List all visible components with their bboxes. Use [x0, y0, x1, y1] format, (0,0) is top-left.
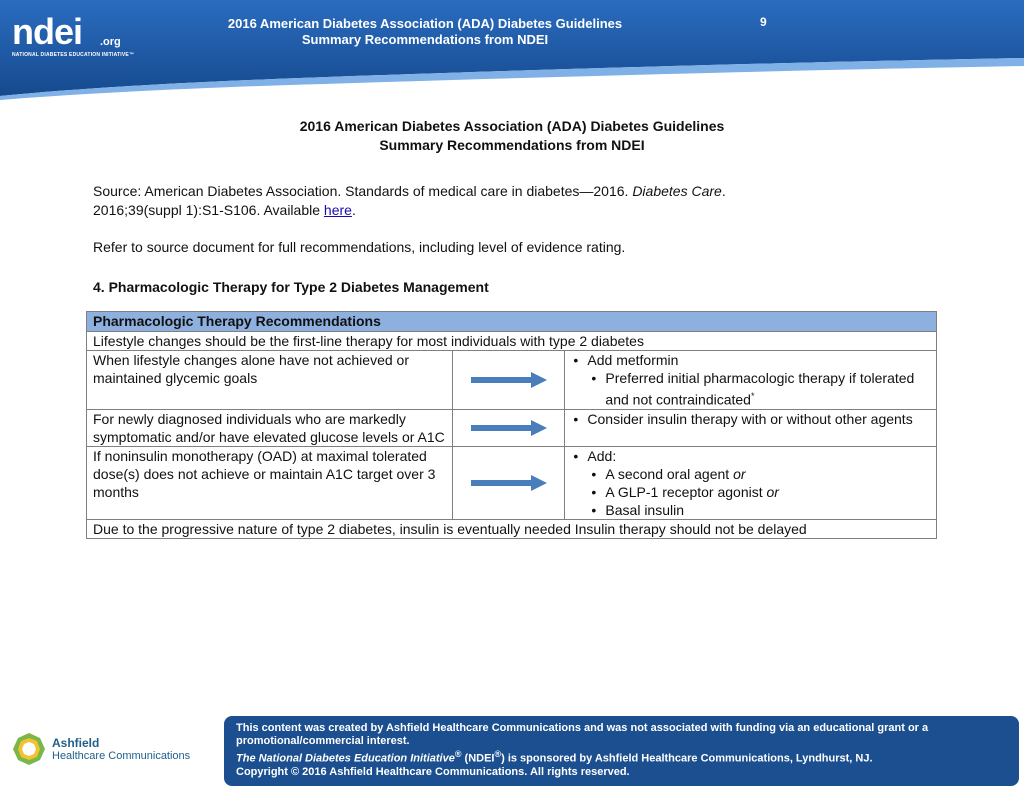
source-link-suffix: . [351, 202, 356, 218]
right-arrow-icon [471, 372, 547, 388]
or-text: or [766, 483, 779, 500]
registered-mark: ® [494, 749, 502, 759]
table-row [87, 332, 937, 351]
refer-note: Refer to source document for full recommendations, including level of evidence rating. [93, 239, 626, 255]
table-row [87, 351, 937, 410]
document-title [200, 117, 824, 155]
intro-row-text: Lifestyle changes should be the first-line therapy for most individuals with type 2 diabetes [87, 332, 937, 351]
ashfield-name: Ashfield [52, 736, 100, 750]
action-cell [565, 351, 937, 410]
action-bullet: • Consider insulin therapy with or without other agents [571, 410, 930, 428]
logo-text: ndei [12, 11, 83, 52]
or-text: or [733, 465, 746, 482]
condition-cell: If noninsulin monotherapy (OAD) at maximal tolerated dose(s) does not achieve or maintain A1C target over 3 months [87, 446, 453, 519]
source-citation [93, 182, 833, 220]
action-bullet: • Add metformin [571, 351, 930, 369]
source-prefix: Source: American Diabetes Association. Standards of medical care in diabetes—2016. [93, 183, 633, 199]
action-sub-bullet [589, 501, 930, 519]
action-sub-bullet [589, 369, 930, 409]
footnote-mark: * [750, 391, 755, 401]
recommendations-table [86, 311, 937, 539]
page-number: 9 [760, 15, 767, 29]
footer-copyright: Copyright © 2016 Ashfield Healthcare Communications. All rights reserved. [236, 765, 630, 778]
page-header [0, 0, 1024, 100]
table-row [87, 519, 937, 538]
header-title-line1: 2016 American Diabetes Association (ADA) Diabetes Guidelines [227, 16, 623, 31]
ashfield-logo [12, 730, 192, 770]
table-header: Pharmacologic Therapy Recommendations [87, 312, 937, 332]
document-title-line2: Summary Recommendations from NDEI [379, 137, 645, 153]
footer-line2-mid: (NDEI [461, 752, 495, 765]
action-sub-bullet [589, 483, 930, 501]
table-row [87, 446, 937, 519]
logo-suffix: .org [100, 36, 121, 48]
footer-line2-rest: ) is sponsored by Ashfield Healthcare Communications, Lyndhurst, NJ. [501, 752, 873, 765]
right-arrow-icon [471, 475, 547, 491]
source-line2: 2016;39(suppl 1):S1-S106. Available [93, 202, 324, 218]
ndei-logo [12, 8, 142, 58]
header-band [0, 0, 1024, 100]
arrow-cell [453, 446, 565, 519]
action-sub-bullet [589, 465, 930, 483]
footer-initiative: The National Diabetes Education Initiative [236, 752, 455, 765]
ashfield-logo-icon [12, 732, 46, 766]
condition-cell: For newly diagnosed individuals who are markedly symptomatic and/or have elevated glucose levels or A1C [87, 409, 453, 446]
footer-line2 [236, 748, 1009, 766]
table-row [87, 409, 937, 446]
arrow-cell [453, 409, 565, 446]
action-sub-text: Basal insulin [605, 501, 685, 518]
condition-cell: When lifestyle changes alone have not achieved or maintained glycemic goals [87, 351, 453, 410]
source-link[interactable]: here [323, 202, 352, 218]
action-sub-text: A second oral agent [605, 465, 734, 482]
action-sub-text: Preferred initial pharmacologic therapy if tolerated and not contraindicated [605, 370, 915, 408]
ashfield-subtitle: Healthcare Communications [52, 750, 191, 762]
footer-line1: This content was created by Ashfield Healthcare Communications and was not associated with funding via an educational grant or a promotional/commercial interest. [236, 722, 929, 747]
closing-row-text: Due to the progressive nature of type 2 diabetes, insulin is eventually needed Insulin therapy should not be delayed [87, 519, 937, 538]
section-title: 4. Pharmacologic Therapy for Type 2 Diabetes Management [93, 279, 489, 295]
action-cell [565, 409, 937, 446]
logo-tagline: NATIONAL DIABETES EDUCATION INITIATIVE™ [12, 52, 135, 58]
document-title-line1: 2016 American Diabetes Association (ADA) Diabetes Guidelines [299, 118, 725, 134]
source-journal-suffix: . [721, 183, 726, 199]
action-cell [565, 446, 937, 519]
registered-mark: ® [454, 749, 462, 759]
right-arrow-icon [471, 420, 547, 436]
action-sub-text: A GLP-1 receptor agonist [605, 483, 767, 500]
source-journal: Diabetes Care [632, 183, 722, 199]
action-bullet: • Add: [571, 447, 930, 465]
arrow-cell [453, 351, 565, 410]
footer-disclaimer [224, 716, 1019, 786]
table-header-row [87, 312, 937, 332]
header-title [180, 16, 670, 48]
header-title-line2: Summary Recommendations from NDEI [301, 32, 549, 47]
